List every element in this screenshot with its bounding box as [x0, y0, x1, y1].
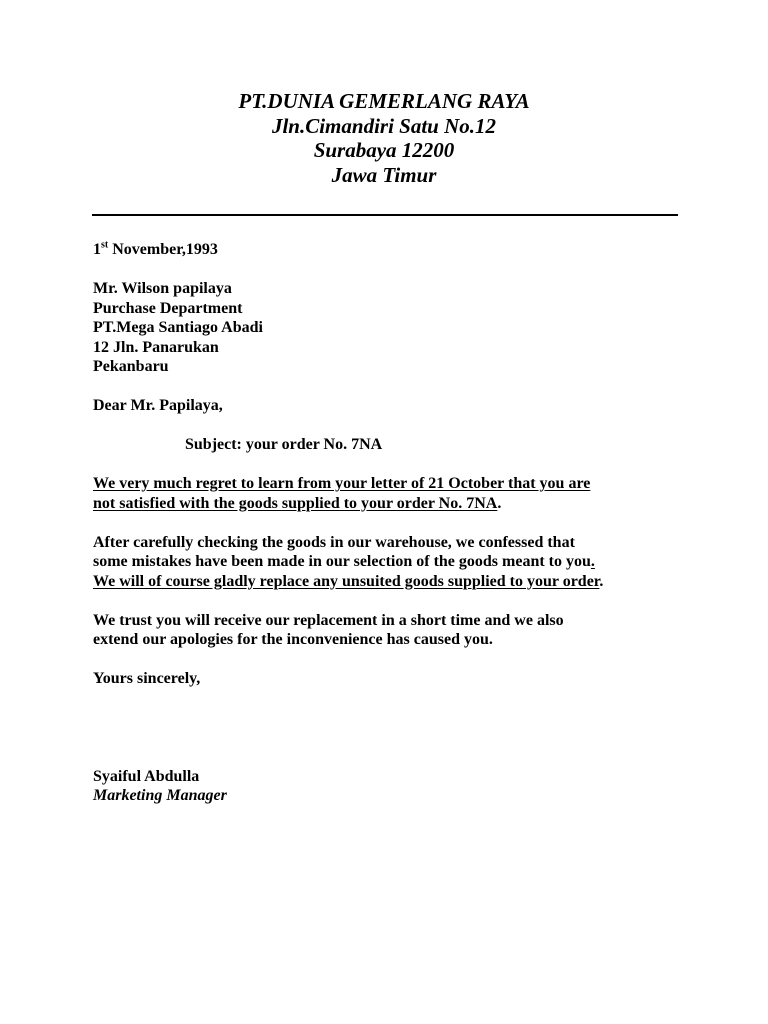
- recipient-company: PT.Mega Santiago Abadi: [93, 319, 263, 336]
- paragraph-2: [93, 533, 693, 592]
- paragraph-1: [93, 474, 693, 513]
- signer-title: Marketing Manager: [93, 787, 227, 804]
- recipient-address: [93, 279, 693, 377]
- paragraph-3-line-1: We trust you will receive our replacement in a short time and we also: [93, 611, 564, 629]
- letter-body: [93, 240, 693, 806]
- letterhead: [0, 89, 768, 187]
- paragraph-1-line-1: We very much regret to learn from your letter of 21 October that you are: [93, 475, 591, 492]
- paragraph-2-line-2: some mistakes have been made in our selection of the goods meant to you: [93, 553, 591, 570]
- letter-date: [93, 240, 693, 260]
- paragraph-2-period: .: [590, 553, 595, 570]
- paragraph-2-line-3-period: .: [599, 572, 604, 590]
- recipient-city: Pekanbaru: [93, 358, 169, 375]
- recipient-street: 12 Jln. Panarukan: [93, 338, 219, 356]
- paragraph-2-line-3: We will of course gladly replace any unsuited goods supplied to your order: [93, 572, 600, 590]
- recipient-name: Mr. Wilson papilaya: [93, 280, 232, 297]
- paragraph-1-period: .: [497, 494, 502, 512]
- subject-line: Subject: your order No. 7NA: [185, 436, 383, 453]
- date-suffix: st: [101, 239, 109, 251]
- company-city: Surabaya 12200: [313, 138, 455, 162]
- recipient-department: Purchase Department: [93, 299, 243, 317]
- paragraph-3-line-2: extend our apologies for the inconvenience has caused you.: [93, 631, 493, 648]
- paragraph-3: [93, 611, 693, 650]
- company-name: PT.DUNIA GEMERLANG RAYA: [238, 89, 530, 113]
- letterhead-divider: [92, 214, 678, 216]
- paragraph-1-line-2: not satisfied with the goods supplied to your order No. 7NA: [93, 494, 498, 512]
- company-street: Jln.Cimandiri Satu No.12: [271, 113, 497, 138]
- date-day: 1: [93, 241, 101, 258]
- signature-space: [93, 689, 693, 767]
- company-province: Jawa Timur: [331, 162, 437, 187]
- signer-name: Syaiful Abdulla: [93, 767, 200, 785]
- date-rest: November,1993: [108, 241, 218, 258]
- closing: Yours sincerely,: [93, 670, 201, 687]
- salutation: Dear Mr. Papilaya,: [93, 397, 223, 414]
- paragraph-2-line-1: After carefully checking the goods in our warehouse, we confessed that: [93, 533, 575, 551]
